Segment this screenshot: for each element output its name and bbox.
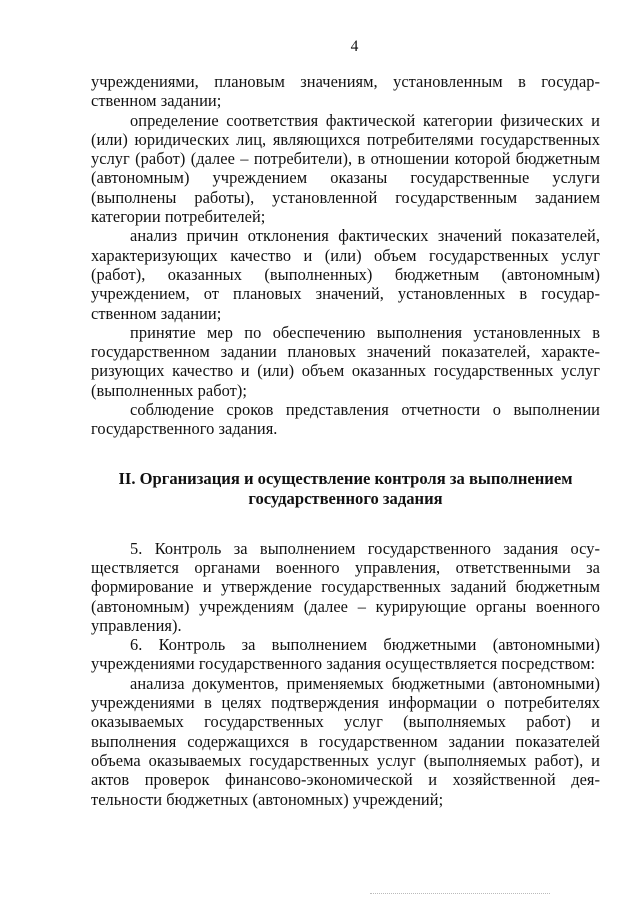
page-number: 4: [350, 38, 359, 55]
paragraph: соблюдение сроков представления отчетности о выполнении государственного задания.: [91, 400, 600, 439]
paragraph: учреждениями, плановым значениям, установленным в государственном задании;: [91, 72, 600, 111]
paragraph: 6. Контроль за выполнением бюджетными (автономными) учреждениями государственного задания осуществляется посредством:: [91, 635, 600, 674]
paragraph: определение соответствия фактической категории физических и (или) юридических лиц, являющихся потребителями государственных услуг (работ) (далее – потребители), в отношении которой бюджетным (автономным) учреждением оказаны государственные услуги (выполнены работы), установленной государственным заданием категории потребителей;: [91, 110, 600, 227]
body-text-bottom: [91, 539, 600, 809]
paragraph: анализ причин отклонения фактических значений показателей, характеризующих качество и (или) объем государственных услуг (работ), оказанных (выполненных) бюджетным (автономным) учреждением, от плановых значений, установленных в государственном задании;: [91, 226, 600, 323]
section-title: II. Организация и осуществление контроля за выполнением государственного задания: [118, 468, 573, 508]
paragraph: анализа документов, применяемых бюджетными (автономными) учреждениями в целях подтверждения информации о потребителях оказываемых государственных услуг (выполняемых работ) и выполнения содержащихся в государственном задании показателей объема оказываемых государственных услуг (выполняемых работ), и актов проверок финансово-экономической и хозяйственной деятельности бюджетных (автономных) учреждений;: [91, 673, 600, 809]
paragraph: 5. Контроль за выполнением государственного задания осуществляется органами военного управления, ответственными за формирование и утверждение государственных заданий бюджетным (автономным) учреждениям (далее – курирующие органы военного управления).: [91, 538, 600, 635]
paragraph: принятие мер по обеспечению выполнения установленных в государственном задании плановых значений показателей, характеризующих качество и (или) объем оказанных государственных услуг (выполненных работ);: [91, 322, 600, 400]
scan-artifact: [370, 893, 550, 900]
body-text-top: [91, 72, 600, 439]
